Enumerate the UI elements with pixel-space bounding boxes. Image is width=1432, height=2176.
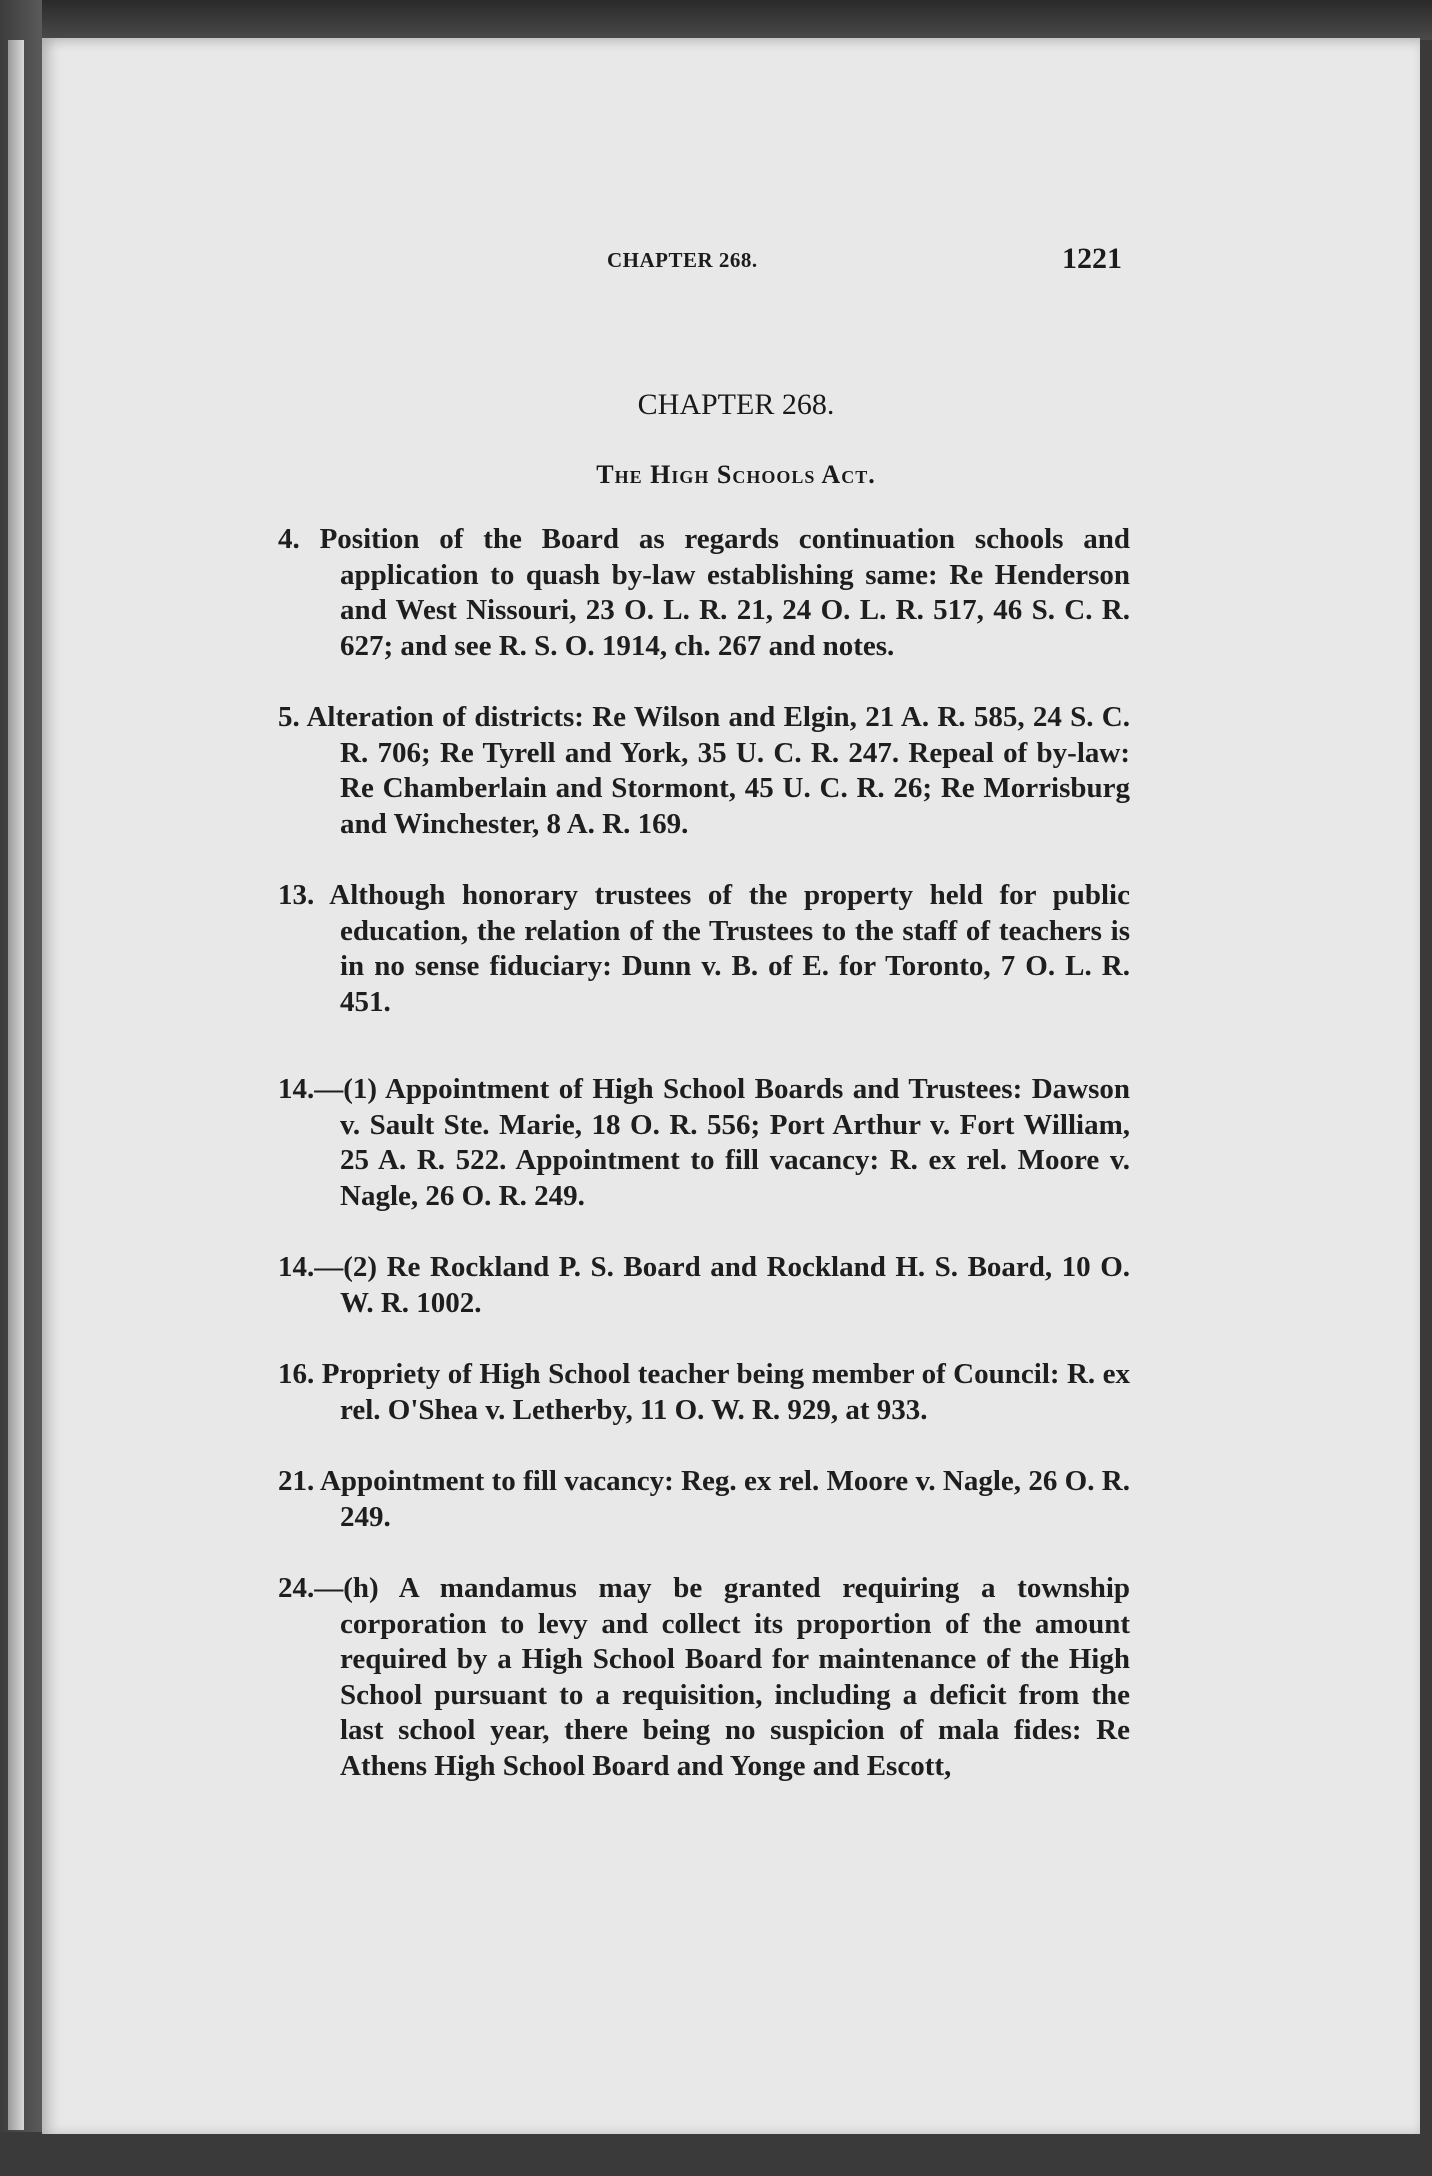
- scan-border-top: [0, 0, 1432, 40]
- annotation-text: Propriety of High School teacher being member of Council: R. ex rel. O'Shea v. Letherby, 11 O. W. R. 929, at 933.: [321, 1358, 1130, 1426]
- annotation-section-14-2: [278, 1250, 1130, 1321]
- section-number: 21.: [278, 1465, 315, 1497]
- annotation-section-24-h: [278, 1571, 1130, 1784]
- chapter-title: CHAPTER 268.: [637, 388, 835, 421]
- annotation-section-13: [278, 878, 1130, 1020]
- annotation-text: Appointment of High School Boards and Trustees: Dawson v. Sault Ste. Marie, 18 O. R. 556; Port Arthur v. Fort William, 25 A. R. 522. Appointment to fill vacancy: R. ex rel. Moore v. Nagle, 26 O. R. 249.: [340, 1073, 1130, 1212]
- page-binding-edge: [8, 40, 24, 2130]
- annotation-text: Re Rockland P. S. Board and Rockland H. S. Board, 10 O. W. R. 1002.: [340, 1251, 1131, 1319]
- annotation-text: Appointment to fill vacancy: Reg. ex rel. Moore v. Nagle, 26 O. R. 249.: [319, 1465, 1130, 1533]
- running-head: CHAPTER 268.: [607, 248, 758, 272]
- section-number: 16.: [278, 1358, 315, 1390]
- section-number: 14.—(2): [278, 1251, 378, 1283]
- annotation-section-5: [278, 700, 1130, 842]
- annotation-text: Although honorary trustees of the property held for public education, the relation of the Trustees to the staff of teachers is in no sense fiduciary: Dunn v. B. of E. for Toronto, 7 O. L. R. 451.: [329, 879, 1130, 1018]
- section-number: 13.: [278, 879, 315, 911]
- section-number: 5.: [278, 701, 300, 733]
- annotation-section-16: [278, 1357, 1130, 1428]
- section-number: 24.—(h): [278, 1572, 379, 1604]
- annotation-text: Alteration of districts: Re Wilson and Elgin, 21 A. R. 585, 24 S. C. R. 706; Re Tyrell and York, 35 U. C. R. 247. Repeal of by-law: Re Chamberlain and Stormont, 45 U. C. R. 26; Re Morrisburg and Winchester, 8 A. R. 169.: [306, 701, 1130, 840]
- act-title: The High Schools Act.: [596, 460, 876, 489]
- scan-border-bottom: [0, 2132, 1432, 2176]
- page-number: 1221: [1062, 242, 1122, 275]
- annotation-text: A mandamus may be granted requiring a township corporation to levy and collect its proportion of the amount required by a High School Board for maintenance of the High School pursuant to a requisition, including a deficit from the last school year, there being no suspicion of mala fides: Re Athens High School Board and Yonge and Escott,: [340, 1572, 1131, 1782]
- annotation-body: [278, 522, 1130, 1784]
- annotation-section-4: [278, 522, 1130, 664]
- annotation-section-21: [278, 1464, 1130, 1535]
- section-number: 4.: [278, 523, 300, 555]
- annotation-text: Position of the Board as regards continuation schools and application to quash by-law establishing same: Re Henderson and West Nissouri, 23 O. L. R. 21, 24 O. L. R. 517, 46 S. C. R. 627; and see R. S. O. 1914, ch. 267 and notes.: [319, 523, 1131, 662]
- annotation-section-14-1: [278, 1072, 1130, 1214]
- page-header: [607, 242, 1122, 282]
- section-number: 14.—(1): [278, 1073, 378, 1105]
